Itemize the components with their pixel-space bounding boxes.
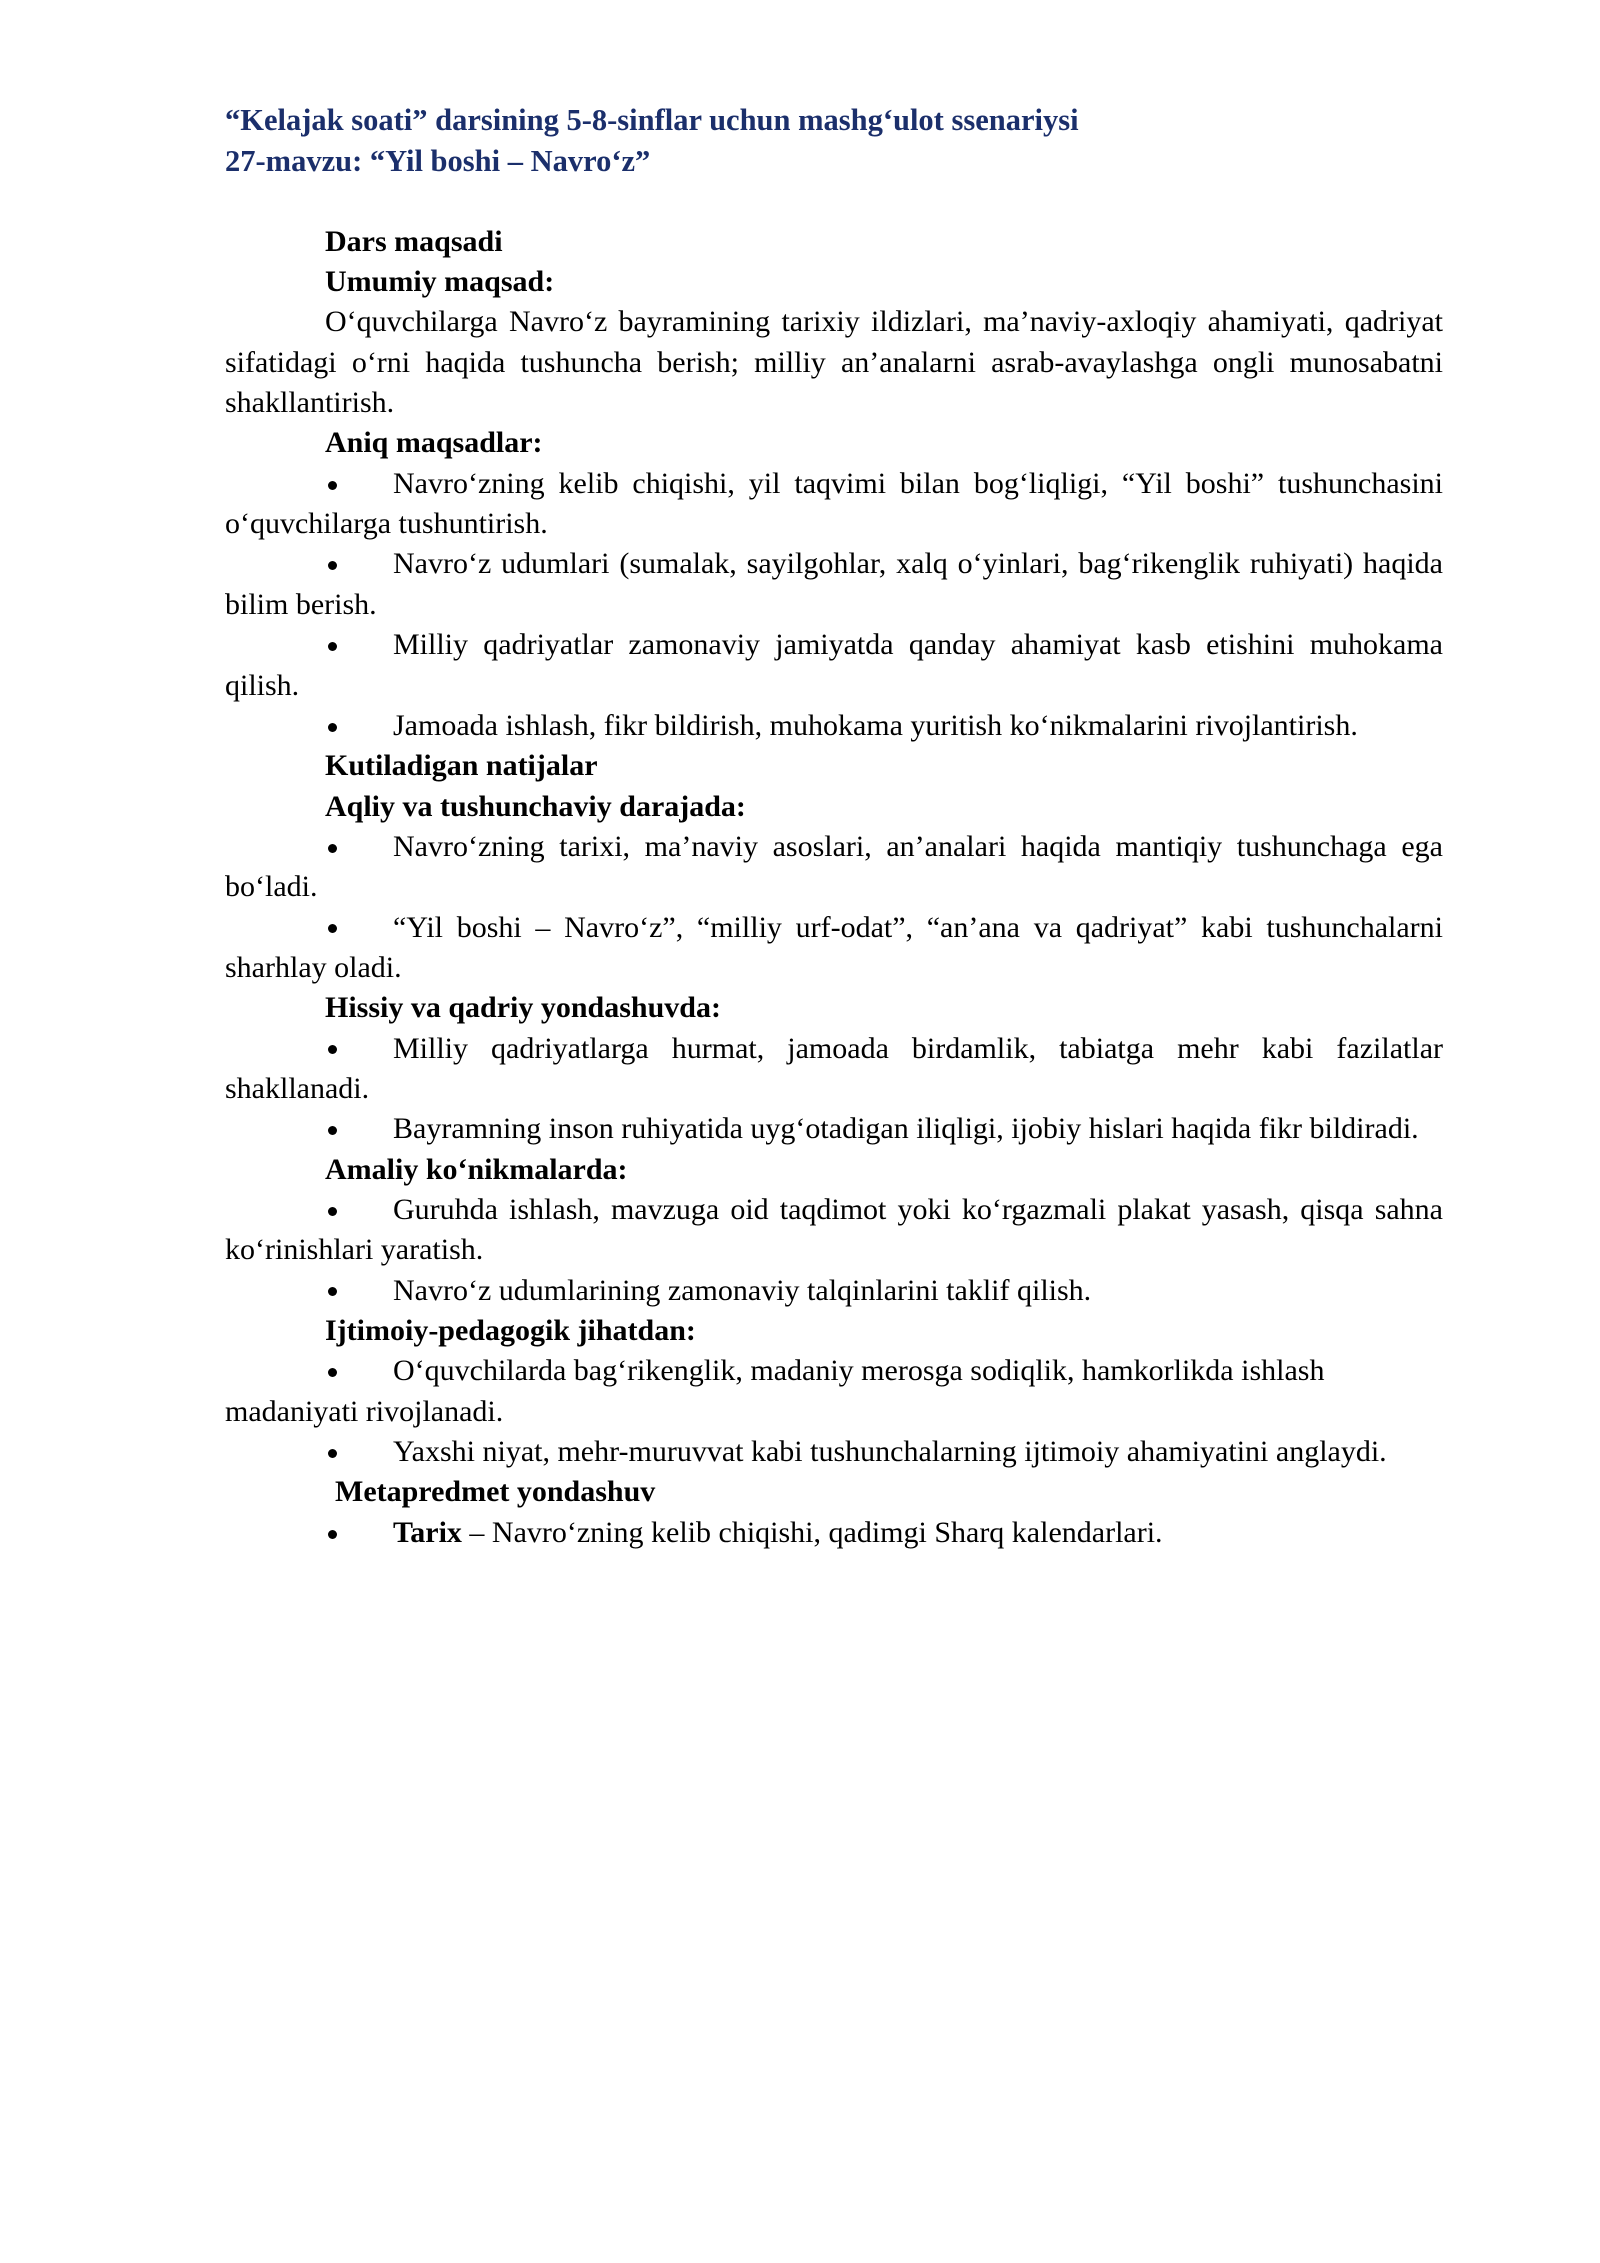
document-content xyxy=(225,100,1443,1553)
bullet-icon xyxy=(328,844,337,853)
list-item xyxy=(225,1109,1443,1149)
list-item-text: Navro‘z udumlari (sumalak, sayilgohlar, xalq o‘yinlari, bag‘rikenglik ruhiyati) haqida bilim berish. xyxy=(225,547,1443,621)
bullet-icon xyxy=(328,1530,337,1539)
list-item xyxy=(225,1190,1443,1271)
list-item xyxy=(225,1351,1443,1432)
section-heading-dars-maqsadi: Dars maqsadi xyxy=(325,224,503,258)
section-heading-ijtimoiy-pedagogik: Ijtimoiy-pedagogik jihatdan: xyxy=(325,1314,696,1347)
list-item-text: Milliy qadriyatlarga hurmat, jamoada birdamlik, tabiatga mehr kabi fazilatlar shakllanadi. xyxy=(225,1031,1443,1105)
list-item-lead: Tarix xyxy=(393,1515,462,1549)
document-title xyxy=(225,100,1443,182)
section-heading-aqliy-darajada: Aqliy va tushunchaviy darajada: xyxy=(325,789,746,823)
section-heading-metapredmet-yondashuv: Metapredmet yondashuv xyxy=(335,1475,656,1509)
list-item-text: Yaxshi niyat, mehr-muruvvat kabi tushunchalarning ijtimoiy ahamiyatini anglaydi. xyxy=(393,1435,1387,1469)
title-spacer xyxy=(225,182,1443,222)
list-item-text: O‘quvchilarda bag‘rikenglik, madaniy merosga sodiqlik, hamkorlikda ishlash madaniyati rivojlanadi. xyxy=(225,1354,1325,1428)
list-item xyxy=(225,706,1443,746)
list-item xyxy=(225,827,1443,908)
bullet-icon xyxy=(328,1126,337,1135)
list-item-text: Navro‘zning kelib chiqishi, yil taqvimi bilan bog‘liqligi, “Yil boshi” tushunchasini o‘quvchilarga tushuntirish. xyxy=(225,466,1443,541)
bullet-icon xyxy=(328,642,337,651)
section-heading-amaliy-konikmalarda: Amaliy ko‘nikmalarda: xyxy=(325,1152,628,1186)
bullet-icon xyxy=(328,723,337,732)
document-title-line-1: “Kelajak soati” darsining 5-8-sinflar uchun mashg‘ulot ssenariysi xyxy=(225,103,1079,137)
list-item xyxy=(225,1432,1443,1472)
section-subheading-umumiy-maqsad: Umumiy maqsad: xyxy=(325,265,555,299)
list-item xyxy=(225,464,1443,545)
bullet-icon xyxy=(328,1207,337,1216)
paragraph-umumiy-maqsad: O‘quvchilarga Navro‘z bayramining tarixiy ildizlari, ma’naviy-axloqiy ahamiyati, qadriyat sifatidagi o‘rni haqida tushuncha berish; milliy an’analarni asrab-avaylashga ongli munosabatni shakllantirish. xyxy=(225,305,1443,420)
list-item-text: Guruhda ishlash, mavzuga oid taqdimot yoki ko‘rgazmali plakat yasash, qisqa sahna ko‘rinishlari yaratish. xyxy=(225,1192,1443,1267)
bullet-icon xyxy=(328,481,337,490)
list-item-text: Jamoada ishlash, fikr bildirish, muhokama yuritish ko‘nikmalarini rivojlantirish. xyxy=(393,708,1358,742)
bullet-icon xyxy=(328,561,337,570)
list-item xyxy=(225,1029,1443,1110)
list-item xyxy=(225,908,1443,989)
bullet-icon xyxy=(328,1287,337,1296)
section-heading-kutiladigan-natijalar: Kutiladigan natijalar xyxy=(325,749,598,783)
bullet-icon xyxy=(328,1368,337,1377)
bullet-icon xyxy=(328,1045,337,1054)
section-heading-hissiy-yondashuvda: Hissiy va qadriy yondashuvda: xyxy=(325,991,721,1025)
list-item-text: “Yil boshi – Navro‘z”, “milliy urf-odat”, “an’ana va qadriyat” kabi tushunchalarni sharhlay oladi. xyxy=(225,910,1443,984)
list-item xyxy=(225,1271,1443,1311)
document-title-line-2: 27-mavzu: “Yil boshi – Navro‘z” xyxy=(225,143,651,178)
list-item-text: Navro‘z udumlarining zamonaviy talqinlarini taklif qilish. xyxy=(393,1273,1092,1307)
list-item-text: Bayramning inson ruhiyatida uyg‘otadigan iliqligi, ijobiy hislari haqida fikr bildiradi. xyxy=(393,1112,1419,1146)
list-item xyxy=(225,1513,1443,1553)
list-item-text: Navro‘zning tarixi, ma’naviy asoslari, an’analari haqida mantiqiy tushunchaga ega bo‘ladi. xyxy=(225,829,1443,904)
list-item xyxy=(225,625,1443,706)
list-item xyxy=(225,544,1443,625)
list-item-text: Milliy qadriyatlar zamonaviy jamiyatda qanday ahamiyat kasb etishini muhokama qilish. xyxy=(225,628,1443,702)
bullet-icon xyxy=(328,1449,337,1458)
section-heading-aniq-maqsadlar: Aniq maqsadlar: xyxy=(325,426,543,460)
list-item-text: – Navro‘zning kelib chiqishi, qadimgi Sharq kalendarlari. xyxy=(461,1515,1163,1549)
bullet-icon xyxy=(328,924,337,933)
